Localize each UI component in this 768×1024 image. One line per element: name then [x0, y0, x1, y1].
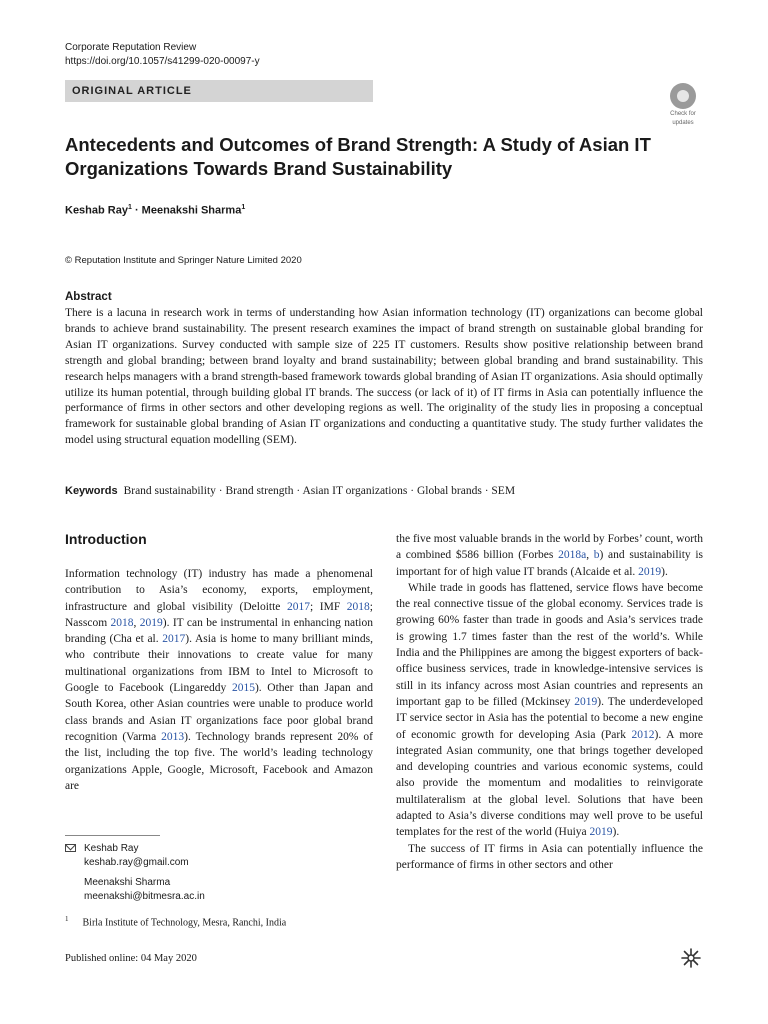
text-column-left — [65, 566, 373, 794]
copyright-line: © Reputation Institute and Springer Nature Limited 2020 — [65, 255, 302, 266]
citation-link[interactable]: 2019 — [638, 565, 662, 578]
check-updates-icon — [670, 83, 696, 109]
author-affil-marker: 1 — [241, 204, 246, 211]
author-list — [65, 204, 245, 217]
springer-horse-icon — [680, 947, 702, 973]
citation-link[interactable]: 2013 — [161, 730, 185, 743]
article-type-banner: ORIGINAL ARTICLE — [65, 80, 373, 102]
author-name[interactable]: Keshab Ray — [65, 204, 128, 217]
keywords-line — [65, 485, 515, 497]
corresponding-author-email[interactable]: meenakshi@bitmesra.ac.in — [84, 890, 205, 902]
citation-link[interactable]: 2018a — [558, 549, 587, 562]
intro-paragraph: While trade in goods has flattened, service flows have become the real connective tissue of the global economy. Services trade is growing 60% faster than trade in goods and Asia’s services trade is growing 1.7 times faster than the rest of the world’s. While India and the Philippines are among the biggest exporters of back-office business services, trade in knowledge-intensive services is still in its infancy across most Asian countries and represents an important gap to be filled (Mckinsey 2019). The underdeveloped IT service sector in Asia has the potential to become a new engine of economic growth for developing Asia (Park 2012). A more integrated Asian community, one that brings together developed and developing countries and various economic systems, could also provide the momentum and modalities to reinvigorate multilateralism at the global level. Solutions that have been adapted to Asia’s diverse conditions may well prove to be useful templates for the rest of the world (Huiya 2019). — [396, 581, 703, 839]
author-affil-marker: 1 — [127, 204, 132, 211]
citation-link[interactable]: 2019 — [574, 695, 598, 708]
abstract-heading: Abstract — [65, 291, 112, 303]
affiliation-number: 1 — [65, 915, 69, 923]
citation-link[interactable]: 2012 — [631, 728, 655, 741]
envelope-icon — [65, 844, 76, 852]
journal-name: Corporate Reputation Review — [65, 42, 197, 53]
badge-line1: Check for — [670, 111, 696, 117]
check-for-updates-badge[interactable] — [664, 83, 702, 127]
citation-link[interactable]: b — [593, 549, 600, 562]
keywords-label: Keywords — [65, 485, 118, 497]
corresponding-author-name: Meenakshi Sharma — [84, 877, 171, 888]
section-heading-introduction: Introduction — [65, 531, 147, 547]
footnote-divider — [65, 835, 160, 836]
intro-paragraph: The success of IT firms in Asia can potentially influence the performance of firms in other sectors and other — [396, 842, 703, 871]
citation-link[interactable]: 2017 — [162, 633, 186, 646]
citation-link[interactable]: 2019 — [139, 616, 163, 629]
citation-link[interactable]: 2018 — [346, 600, 370, 613]
corresponding-author-name: Keshab Ray — [84, 843, 139, 854]
abstract-text: There is a lacuna in research work in terms of understanding how Asian information technology (IT) organizations can become global brands to achieve brand sustainability. The present research examines the impact of brand strength on sustainable global branding for Asian IT organizations. Survey conducted with sample size of 225 IT customers. Results show positive relationship between brand strength and global branding; between brand loyalty and brand sustainability; between global branding and brand sustainability. This research helps managers with a brand strength-based framework towards global branding of Asian IT organizations. Asia should optimally utilize its human potential, through building global IT brands. The success (or lack of it) of IT firms in Asia can potentially influence the performance of firms in other sectors and other developing regions as well. The originality of the study lies in proposing a conceptual framework for sustainable global branding of Asian IT organizations and conducting a quantitative study. The study further validates the model using structural equation modelling (SEM). — [65, 307, 703, 447]
citation-link[interactable]: 2015 — [231, 682, 255, 695]
affiliation-text: Birla Institute of Technology, Mesra, Ranchi, India — [82, 917, 287, 929]
journal-header — [65, 41, 260, 69]
article-title: Antecedents and Outcomes of Brand Strength: A Study of Asian IT Organizations Towards Brand Sustainability — [65, 134, 651, 179]
citation-link[interactable]: 2018 — [110, 616, 134, 629]
citation-link[interactable]: 2019 — [589, 826, 613, 839]
intro-paragraph: the five most valuable brands in the world by Forbes’ count, worth a combined $586 billion (Forbes 2018a, b) and sustainability is important for of high value IT brands (Alcaide et al. 2019). — [396, 533, 704, 578]
affiliation-footnote — [65, 915, 286, 928]
published-date: Published online: 04 May 2020 — [65, 953, 197, 964]
text-column-right — [396, 531, 703, 873]
doi-link[interactable]: https://doi.org/10.1057/s41299-020-00097-y — [65, 56, 260, 67]
author-name[interactable]: Meenakshi Sharma — [141, 204, 242, 217]
keywords-text: Brand sustainability · Brand strength · Asian IT organizations · Global brands · SEM — [123, 485, 516, 497]
citation-link[interactable]: 2017 — [286, 600, 310, 613]
author-separator: · — [131, 204, 142, 217]
badge-line2: updates — [672, 120, 694, 126]
correspondence-block — [65, 842, 205, 903]
intro-paragraph: Information technology (IT) industry has made a phenomenal contribution to Asia’s economy, exports, employment, infrastructure and global visibility (Deloitte 2017; IMF 2018; Nasscom 2018, 2019). IT can be instrumental in enhancing nation branding (Cha et al. 2017). Asia is home to many brilliant minds, who contribute their innovations to create value for many multinational organizations from IBM to Intel to Microsoft to Google to Facebook (Lingareddy 2015). Other than Japan and South Korea, other Asian countries were unable to produce world class brands and Asian IT organizations face poor global brand recognition (Varma 2013). Technology brands represent 20% of the list, including the top five. The world’s leading technology organizations Apple, Google, Microsoft, Facebook and Amazon are — [65, 568, 374, 792]
corresponding-author-email[interactable]: keshab.ray@gmail.com — [84, 856, 189, 868]
